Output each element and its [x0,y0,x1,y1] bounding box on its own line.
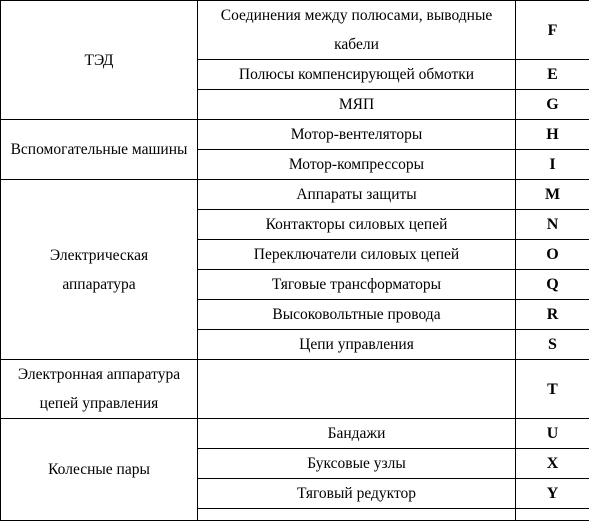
code-cell: M [516,180,589,210]
code-cell: G [516,90,589,120]
item-cell: Соединения между полюсами, выводные кабели [198,1,516,60]
item-cell: Полюсы компенсирующей обмотки [198,60,516,90]
code-cell: S [516,330,589,360]
group-label: Электронная аппаратура цепей управления [1,360,198,419]
code-cell: H [516,120,589,150]
item-cell [198,509,516,521]
item-cell: Буксовые узлы [198,449,516,479]
item-cell: Переключатели силовых цепей [198,240,516,270]
group-label: Вспомогательные машины [1,120,198,180]
table-row [1,120,589,150]
item-cell: Мотор-компрессоры [198,150,516,180]
table-row [1,419,589,449]
table-row [1,1,589,60]
code-cell: T [516,360,589,419]
code-cell: Y [516,479,589,509]
code-cell: O [516,240,589,270]
item-cell: Бандажи [198,419,516,449]
item-cell [198,360,516,419]
item-cell: Аппараты защиты [198,180,516,210]
item-cell: МЯП [198,90,516,120]
group-label: ТЭД [1,1,198,120]
code-cell: F [516,1,589,60]
code-cell: I [516,150,589,180]
item-cell: Высоковольтные провода [198,300,516,330]
code-cell [516,509,589,521]
item-cell: Контакторы силовых цепей [198,210,516,240]
item-cell: Мотор-вентеляторы [198,120,516,150]
code-cell: R [516,300,589,330]
table-row [1,360,589,419]
table-row [1,180,589,210]
item-cell: Цепи управления [198,330,516,360]
code-cell: X [516,449,589,479]
code-cell: N [516,210,589,240]
item-cell: Тяговый редуктор [198,479,516,509]
item-cell: Тяговые трансформаторы [198,270,516,300]
group-label: Колесные пары [1,419,198,521]
group-label: Электрическая аппаратура [1,180,198,360]
code-cell: Q [516,270,589,300]
code-cell: U [516,419,589,449]
code-cell: E [516,60,589,90]
